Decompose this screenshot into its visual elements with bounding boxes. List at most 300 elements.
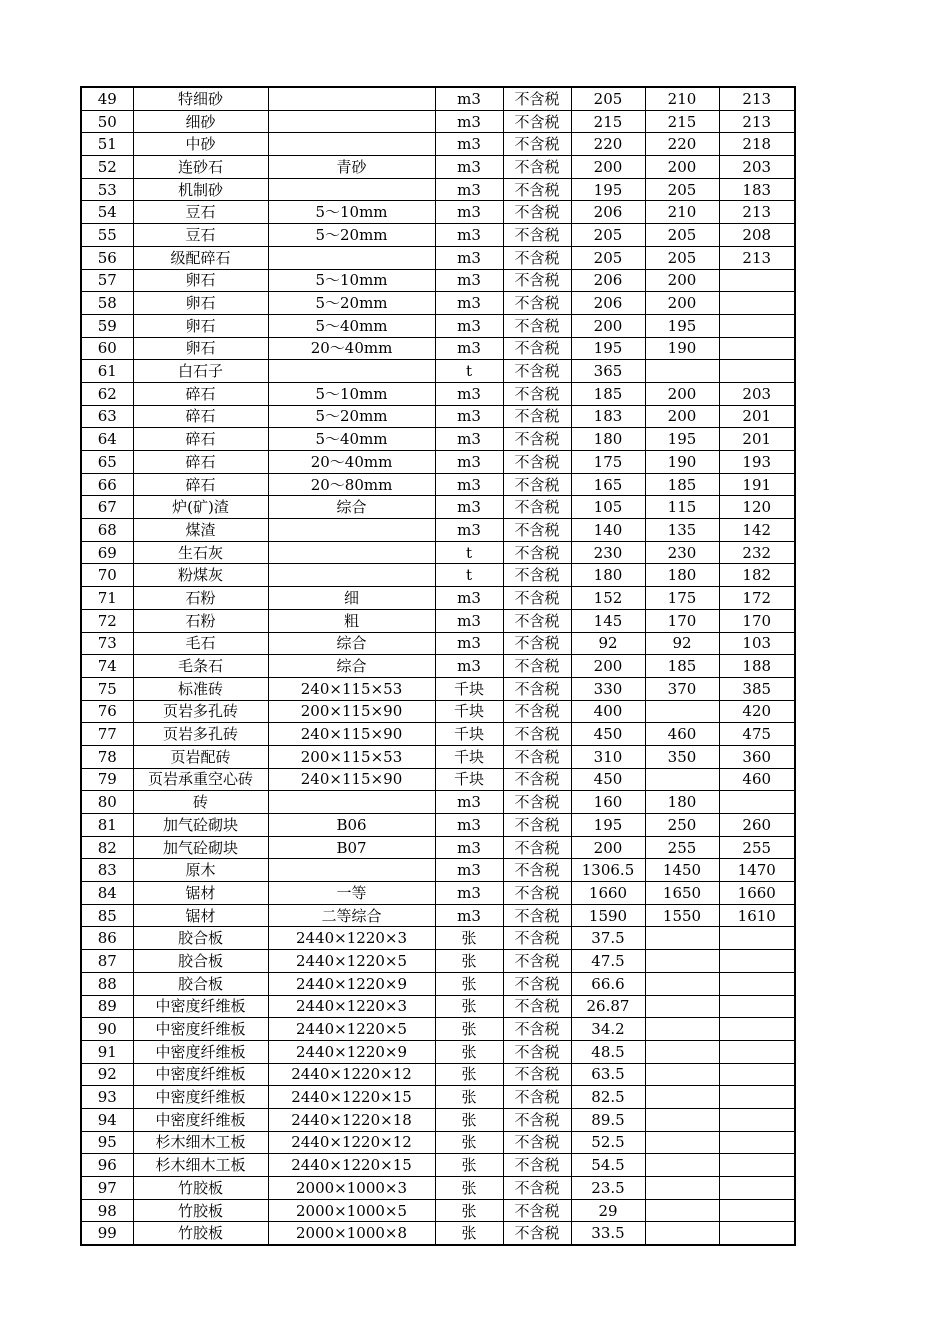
unit-cell: m3 — [435, 292, 503, 315]
table-row — [81, 246, 795, 269]
price-2-cell — [645, 950, 719, 973]
price-2-cell: 200 — [645, 156, 719, 179]
row-number-cell: 93 — [81, 1086, 133, 1109]
price-3-cell — [719, 337, 795, 360]
price-1-cell: 23.5 — [571, 1177, 645, 1200]
price-1-cell: 450 — [571, 768, 645, 791]
price-3-cell: 213 — [719, 201, 795, 224]
price-1-cell: 145 — [571, 609, 645, 632]
tax-status-cell: 不含税 — [503, 382, 571, 405]
table-row — [81, 314, 795, 337]
unit-cell: m3 — [435, 337, 503, 360]
specification-cell: 240×115×90 — [268, 723, 435, 746]
tax-status-cell: 不含税 — [503, 1199, 571, 1222]
price-2-cell: 200 — [645, 382, 719, 405]
material-name-cell: 竹胶板 — [133, 1199, 268, 1222]
tax-status-cell: 不含税 — [503, 972, 571, 995]
unit-cell: t — [435, 564, 503, 587]
price-3-cell — [719, 950, 795, 973]
row-number-cell: 66 — [81, 473, 133, 496]
price-1-cell: 66.6 — [571, 972, 645, 995]
row-number-cell: 88 — [81, 972, 133, 995]
price-1-cell: 160 — [571, 791, 645, 814]
material-name-cell: 碎石 — [133, 382, 268, 405]
tax-status-cell: 不含税 — [503, 950, 571, 973]
price-3-cell — [719, 360, 795, 383]
table-row — [81, 904, 795, 927]
price-2-cell — [645, 972, 719, 995]
price-3-cell — [719, 1131, 795, 1154]
row-number-cell: 70 — [81, 564, 133, 587]
specification-cell — [268, 859, 435, 882]
price-3-cell: 1660 — [719, 882, 795, 905]
row-number-cell: 99 — [81, 1222, 133, 1245]
specification-cell: 2440×1220×15 — [268, 1154, 435, 1177]
price-2-cell: 185 — [645, 655, 719, 678]
price-1-cell: 200 — [571, 156, 645, 179]
price-2-cell: 200 — [645, 405, 719, 428]
table-row — [81, 882, 795, 905]
unit-cell: 张 — [435, 1063, 503, 1086]
unit-cell: m3 — [435, 473, 503, 496]
unit-cell: 千块 — [435, 723, 503, 746]
material-name-cell: 竹胶板 — [133, 1222, 268, 1245]
specification-cell: B06 — [268, 814, 435, 837]
table-row — [81, 723, 795, 746]
unit-cell: 张 — [435, 1222, 503, 1245]
specification-cell: 细 — [268, 587, 435, 610]
row-number-cell: 77 — [81, 723, 133, 746]
specification-cell: 2440×1220×9 — [268, 1040, 435, 1063]
unit-cell: m3 — [435, 269, 503, 292]
row-number-cell: 51 — [81, 133, 133, 156]
row-number-cell: 65 — [81, 451, 133, 474]
price-2-cell: 190 — [645, 337, 719, 360]
price-2-cell — [645, 995, 719, 1018]
specification-cell: 5～40mm — [268, 314, 435, 337]
material-name-cell: 胶合板 — [133, 950, 268, 973]
price-1-cell: 1660 — [571, 882, 645, 905]
unit-cell: m3 — [435, 609, 503, 632]
material-name-cell: 细砂 — [133, 110, 268, 133]
row-number-cell: 59 — [81, 314, 133, 337]
price-3-cell: 260 — [719, 814, 795, 837]
row-number-cell: 79 — [81, 768, 133, 791]
material-name-cell: 粉煤灰 — [133, 564, 268, 587]
tax-status-cell: 不含税 — [503, 269, 571, 292]
unit-cell: 张 — [435, 1018, 503, 1041]
material-name-cell: 级配碎石 — [133, 246, 268, 269]
unit-cell: m3 — [435, 133, 503, 156]
price-3-cell — [719, 927, 795, 950]
row-number-cell: 83 — [81, 859, 133, 882]
material-name-cell: 原木 — [133, 859, 268, 882]
price-2-cell: 460 — [645, 723, 719, 746]
table-row — [81, 156, 795, 179]
row-number-cell: 68 — [81, 519, 133, 542]
specification-cell: 2440×1220×3 — [268, 995, 435, 1018]
price-3-cell — [719, 791, 795, 814]
tax-status-cell: 不含税 — [503, 791, 571, 814]
table-row — [81, 1222, 795, 1245]
material-name-cell: 中砂 — [133, 133, 268, 156]
table-row — [81, 1108, 795, 1131]
row-number-cell: 80 — [81, 791, 133, 814]
table-row — [81, 178, 795, 201]
price-1-cell: 63.5 — [571, 1063, 645, 1086]
price-1-cell: 200 — [571, 314, 645, 337]
table-row — [81, 519, 795, 542]
material-name-cell: 胶合板 — [133, 972, 268, 995]
price-1-cell: 47.5 — [571, 950, 645, 973]
tax-status-cell: 不含税 — [503, 337, 571, 360]
price-2-cell: 1450 — [645, 859, 719, 882]
table-row — [81, 541, 795, 564]
unit-cell: 张 — [435, 1108, 503, 1131]
tax-status-cell: 不含税 — [503, 133, 571, 156]
row-number-cell: 73 — [81, 632, 133, 655]
tax-status-cell: 不含税 — [503, 587, 571, 610]
specification-cell: 5～20mm — [268, 224, 435, 247]
material-name-cell: 卵石 — [133, 314, 268, 337]
unit-cell: 张 — [435, 1154, 503, 1177]
row-number-cell: 90 — [81, 1018, 133, 1041]
specification-cell — [268, 246, 435, 269]
price-1-cell: 82.5 — [571, 1086, 645, 1109]
specification-cell: 综合 — [268, 496, 435, 519]
price-1-cell: 165 — [571, 473, 645, 496]
tax-status-cell: 不含税 — [503, 1222, 571, 1245]
price-2-cell — [645, 1199, 719, 1222]
price-3-cell: 203 — [719, 382, 795, 405]
table-row — [81, 337, 795, 360]
unit-cell: 张 — [435, 1131, 503, 1154]
unit-cell: m3 — [435, 428, 503, 451]
price-2-cell: 1650 — [645, 882, 719, 905]
tax-status-cell: 不含税 — [503, 1063, 571, 1086]
row-number-cell: 75 — [81, 677, 133, 700]
tax-status-cell: 不含税 — [503, 927, 571, 950]
table-row — [81, 269, 795, 292]
unit-cell: 张 — [435, 1199, 503, 1222]
material-name-cell: 碎石 — [133, 428, 268, 451]
price-2-cell — [645, 1131, 719, 1154]
unit-cell: 千块 — [435, 700, 503, 723]
row-number-cell: 91 — [81, 1040, 133, 1063]
tax-status-cell: 不含税 — [503, 1154, 571, 1177]
price-2-cell: 205 — [645, 178, 719, 201]
tax-status-cell: 不含税 — [503, 564, 571, 587]
price-1-cell: 54.5 — [571, 1154, 645, 1177]
row-number-cell: 85 — [81, 904, 133, 927]
table-row — [81, 836, 795, 859]
price-1-cell: 205 — [571, 224, 645, 247]
row-number-cell: 86 — [81, 927, 133, 950]
unit-cell: m3 — [435, 156, 503, 179]
material-name-cell: 炉(矿)渣 — [133, 496, 268, 519]
price-2-cell — [645, 1018, 719, 1041]
table-row — [81, 950, 795, 973]
price-1-cell: 175 — [571, 451, 645, 474]
tax-status-cell: 不含税 — [503, 768, 571, 791]
price-3-cell: 191 — [719, 473, 795, 496]
row-number-cell: 56 — [81, 246, 133, 269]
price-3-cell — [719, 292, 795, 315]
price-3-cell — [719, 1199, 795, 1222]
material-name-cell: 豆石 — [133, 201, 268, 224]
row-number-cell: 49 — [81, 87, 133, 110]
table-row — [81, 428, 795, 451]
tax-status-cell: 不含税 — [503, 904, 571, 927]
price-1-cell: 195 — [571, 337, 645, 360]
price-1-cell: 180 — [571, 428, 645, 451]
unit-cell: m3 — [435, 314, 503, 337]
material-name-cell: 中密度纤维板 — [133, 1108, 268, 1131]
price-3-cell: 188 — [719, 655, 795, 678]
specification-cell — [268, 791, 435, 814]
unit-cell: 千块 — [435, 745, 503, 768]
specification-cell: 2440×1220×5 — [268, 1018, 435, 1041]
table-row — [81, 995, 795, 1018]
price-3-cell — [719, 1086, 795, 1109]
price-2-cell: 135 — [645, 519, 719, 542]
specification-cell: 2000×1000×3 — [268, 1177, 435, 1200]
price-1-cell: 205 — [571, 246, 645, 269]
material-name-cell: 页岩多孔砖 — [133, 700, 268, 723]
price-3-cell: 170 — [719, 609, 795, 632]
table-row — [81, 1177, 795, 1200]
row-number-cell: 82 — [81, 836, 133, 859]
unit-cell: m3 — [435, 587, 503, 610]
table-row — [81, 700, 795, 723]
row-number-cell: 98 — [81, 1199, 133, 1222]
price-3-cell: 360 — [719, 745, 795, 768]
price-2-cell: 190 — [645, 451, 719, 474]
price-2-cell: 250 — [645, 814, 719, 837]
price-1-cell: 1590 — [571, 904, 645, 927]
specification-cell: 2440×1220×12 — [268, 1131, 435, 1154]
tax-status-cell: 不含税 — [503, 292, 571, 315]
unit-cell: m3 — [435, 859, 503, 882]
table-row — [81, 927, 795, 950]
price-1-cell: 33.5 — [571, 1222, 645, 1245]
material-name-cell: 石粉 — [133, 587, 268, 610]
unit-cell: 张 — [435, 950, 503, 973]
specification-cell — [268, 541, 435, 564]
material-name-cell: 煤渣 — [133, 519, 268, 542]
price-3-cell: 103 — [719, 632, 795, 655]
price-1-cell: 450 — [571, 723, 645, 746]
material-name-cell: 页岩承重空心砖 — [133, 768, 268, 791]
unit-cell: m3 — [435, 246, 503, 269]
price-3-cell: 420 — [719, 700, 795, 723]
tax-status-cell: 不含税 — [503, 519, 571, 542]
table-row — [81, 587, 795, 610]
material-name-cell: 加气砼砌块 — [133, 836, 268, 859]
price-2-cell: 350 — [645, 745, 719, 768]
specification-cell: 2000×1000×5 — [268, 1199, 435, 1222]
tax-status-cell: 不含税 — [503, 360, 571, 383]
row-number-cell: 87 — [81, 950, 133, 973]
material-name-cell: 中密度纤维板 — [133, 1086, 268, 1109]
price-2-cell — [645, 1063, 719, 1086]
material-name-cell: 白石子 — [133, 360, 268, 383]
unit-cell: m3 — [435, 110, 503, 133]
unit-cell: m3 — [435, 836, 503, 859]
price-2-cell — [645, 927, 719, 950]
row-number-cell: 92 — [81, 1063, 133, 1086]
specification-cell: 5～10mm — [268, 382, 435, 405]
unit-cell: m3 — [435, 632, 503, 655]
unit-cell: 千块 — [435, 677, 503, 700]
price-1-cell: 92 — [571, 632, 645, 655]
price-2-cell — [645, 1177, 719, 1200]
row-number-cell: 78 — [81, 745, 133, 768]
tax-status-cell: 不含税 — [503, 814, 571, 837]
specification-cell: B07 — [268, 836, 435, 859]
specification-cell: 5～10mm — [268, 201, 435, 224]
specification-cell: 2440×1220×15 — [268, 1086, 435, 1109]
price-2-cell: 205 — [645, 246, 719, 269]
unit-cell: 张 — [435, 1086, 503, 1109]
price-2-cell — [645, 360, 719, 383]
table-row — [81, 609, 795, 632]
table-row — [81, 632, 795, 655]
unit-cell: m3 — [435, 655, 503, 678]
unit-cell: m3 — [435, 201, 503, 224]
price-1-cell: 105 — [571, 496, 645, 519]
material-name-cell: 豆石 — [133, 224, 268, 247]
row-number-cell: 96 — [81, 1154, 133, 1177]
material-name-cell: 锯材 — [133, 882, 268, 905]
table-row — [81, 451, 795, 474]
specification-cell — [268, 110, 435, 133]
tax-status-cell: 不含税 — [503, 541, 571, 564]
specification-cell: 综合 — [268, 632, 435, 655]
table-row — [81, 87, 795, 110]
table-row — [81, 133, 795, 156]
price-2-cell: 200 — [645, 269, 719, 292]
tax-status-cell: 不含税 — [503, 836, 571, 859]
table-row — [81, 360, 795, 383]
price-2-cell: 205 — [645, 224, 719, 247]
specification-cell: 20～40mm — [268, 337, 435, 360]
price-2-cell — [645, 768, 719, 791]
price-1-cell: 152 — [571, 587, 645, 610]
price-2-cell: 370 — [645, 677, 719, 700]
tax-status-cell: 不含税 — [503, 995, 571, 1018]
material-name-cell: 砖 — [133, 791, 268, 814]
tax-status-cell: 不含税 — [503, 723, 571, 746]
price-2-cell: 195 — [645, 428, 719, 451]
price-3-cell — [719, 1177, 795, 1200]
specification-cell: 2440×1220×9 — [268, 972, 435, 995]
unit-cell: t — [435, 541, 503, 564]
row-number-cell: 89 — [81, 995, 133, 1018]
material-name-cell: 卵石 — [133, 269, 268, 292]
row-number-cell: 63 — [81, 405, 133, 428]
price-1-cell: 206 — [571, 292, 645, 315]
price-2-cell: 220 — [645, 133, 719, 156]
price-3-cell: 255 — [719, 836, 795, 859]
specification-cell: 5～40mm — [268, 428, 435, 451]
table-row — [81, 677, 795, 700]
price-3-cell — [719, 314, 795, 337]
price-2-cell — [645, 1108, 719, 1131]
tax-status-cell: 不含税 — [503, 87, 571, 110]
price-3-cell — [719, 1040, 795, 1063]
table-row — [81, 1199, 795, 1222]
material-name-cell: 杉木细木工板 — [133, 1154, 268, 1177]
unit-cell: m3 — [435, 791, 503, 814]
table-row — [81, 473, 795, 496]
price-3-cell: 460 — [719, 768, 795, 791]
tax-status-cell: 不含税 — [503, 745, 571, 768]
price-2-cell: 180 — [645, 564, 719, 587]
material-name-cell: 生石灰 — [133, 541, 268, 564]
material-name-cell: 石粉 — [133, 609, 268, 632]
row-number-cell: 57 — [81, 269, 133, 292]
tax-status-cell: 不含税 — [503, 201, 571, 224]
specification-cell — [268, 519, 435, 542]
tax-status-cell: 不含税 — [503, 1086, 571, 1109]
price-1-cell: 26.87 — [571, 995, 645, 1018]
table-row — [81, 201, 795, 224]
row-number-cell: 53 — [81, 178, 133, 201]
unit-cell: m3 — [435, 178, 503, 201]
price-2-cell: 200 — [645, 292, 719, 315]
row-number-cell: 52 — [81, 156, 133, 179]
unit-cell: m3 — [435, 882, 503, 905]
tax-status-cell: 不含税 — [503, 1040, 571, 1063]
price-2-cell: 230 — [645, 541, 719, 564]
specification-cell: 2440×1220×12 — [268, 1063, 435, 1086]
unit-cell: m3 — [435, 496, 503, 519]
tax-status-cell: 不含税 — [503, 473, 571, 496]
tax-status-cell: 不含税 — [503, 1177, 571, 1200]
price-3-cell — [719, 269, 795, 292]
price-2-cell: 195 — [645, 314, 719, 337]
unit-cell: m3 — [435, 451, 503, 474]
tax-status-cell: 不含税 — [503, 1108, 571, 1131]
specification-cell: 5～10mm — [268, 269, 435, 292]
tax-status-cell: 不含税 — [503, 178, 571, 201]
price-1-cell: 89.5 — [571, 1108, 645, 1131]
material-name-cell: 卵石 — [133, 337, 268, 360]
table-body — [81, 87, 795, 1245]
table-row — [81, 814, 795, 837]
table-row — [81, 564, 795, 587]
price-2-cell: 115 — [645, 496, 719, 519]
price-2-cell: 180 — [645, 791, 719, 814]
specification-cell: 综合 — [268, 655, 435, 678]
table-row — [81, 1154, 795, 1177]
price-2-cell: 210 — [645, 201, 719, 224]
row-number-cell: 50 — [81, 110, 133, 133]
price-3-cell: 1610 — [719, 904, 795, 927]
unit-cell: m3 — [435, 87, 503, 110]
specification-cell: 粗 — [268, 609, 435, 632]
material-name-cell: 加气砼砌块 — [133, 814, 268, 837]
price-3-cell: 1470 — [719, 859, 795, 882]
tax-status-cell: 不含税 — [503, 110, 571, 133]
material-name-cell: 机制砂 — [133, 178, 268, 201]
table-row — [81, 745, 795, 768]
material-name-cell: 毛石 — [133, 632, 268, 655]
price-3-cell: 213 — [719, 246, 795, 269]
price-2-cell — [645, 700, 719, 723]
specification-cell: 200×115×53 — [268, 745, 435, 768]
